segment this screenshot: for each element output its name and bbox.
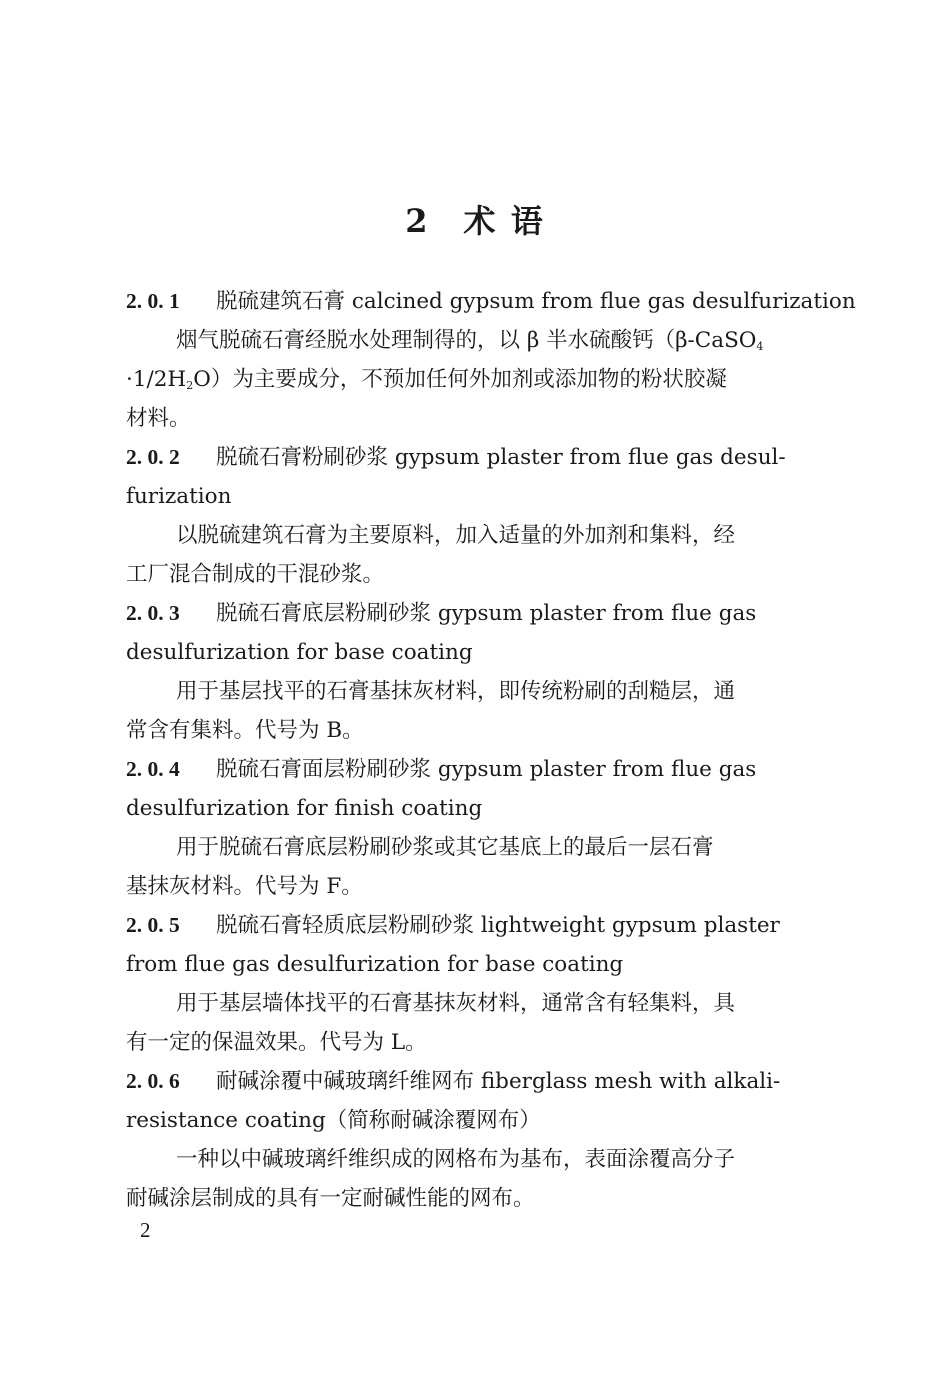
chapter-number: 2 — [405, 202, 430, 240]
definition-line — [126, 399, 826, 438]
definition-line — [126, 360, 826, 399]
term-2-0-4 — [126, 750, 826, 906]
definition-text: 用于基层墙体找平的石膏基抹灰材料，通常含有轻集料，具 — [176, 991, 736, 1016]
chapter-heading — [0, 196, 950, 242]
definition-line — [126, 516, 826, 555]
term-title: 脱硫石膏面层粉刷砂浆 gypsum plaster from flue gas — [216, 757, 757, 782]
term-title-continued: from flue gas desulfurization for base coating — [126, 952, 624, 977]
definition-text: 一种以中碱玻璃纤维织成的网格布为基布，表面涂覆高分子 — [176, 1147, 736, 1172]
term-heading — [126, 282, 856, 321]
definition-line — [126, 555, 826, 594]
chapter-title: 术 语 — [463, 202, 545, 240]
term-2-0-2 — [126, 438, 826, 594]
term-2-0-5 — [126, 906, 826, 1062]
definition-text: 耐碱涂层制成的具有一定耐碱性能的网布。 — [126, 1186, 535, 1211]
definition-line — [126, 1140, 826, 1179]
term-heading — [126, 750, 826, 789]
term-heading — [126, 1062, 826, 1101]
definition-line — [126, 711, 826, 750]
definition-text: 工厂混合制成的干混砂浆。 — [126, 562, 385, 587]
clause-number: 2. 0. 2 — [126, 445, 180, 469]
term-title-continued: desulfurization for finish coating — [126, 796, 483, 821]
terms-list — [126, 282, 856, 1218]
clause-number: 2. 0. 6 — [126, 1069, 180, 1093]
definition-text: 材料。 — [126, 406, 191, 431]
term-title-continued: desulfurization for base coating — [126, 640, 473, 665]
term-heading — [126, 906, 826, 945]
subscript: 4 — [756, 340, 764, 353]
term-2-0-6 — [126, 1062, 826, 1218]
subscript: 2 — [186, 379, 194, 392]
definition-text: 以脱硫建筑石膏为主要原料，加入适量的外加剂和集料，经 — [176, 523, 736, 548]
page-number: 2 — [140, 1218, 151, 1242]
term-title: 脱硫建筑石膏 calcined gypsum from flue gas desulfurization — [216, 289, 856, 314]
clause-number: 2. 0. 3 — [126, 601, 180, 625]
definition-text: ·1/2H — [126, 367, 187, 392]
definition-line — [126, 321, 826, 360]
term-heading — [126, 594, 826, 633]
clause-number: 2. 0. 4 — [126, 757, 180, 781]
clause-number: 2. 0. 1 — [126, 289, 180, 313]
definition-text: O）为主要成分，不预加任何外加剂或添加物的粉状胶凝 — [193, 367, 727, 392]
term-heading — [126, 438, 826, 477]
definition-text: 用于脱硫石膏底层粉刷砂浆或其它基底上的最后一层石膏 — [176, 835, 714, 860]
definition-text: 基抹灰材料。代号为 F。 — [126, 874, 363, 899]
definition-text: 用于基层找平的石膏基抹灰材料，即传统粉刷的刮糙层，通 — [176, 679, 736, 704]
definition-line — [126, 1023, 826, 1062]
definition-line — [126, 867, 826, 906]
definition-line — [126, 828, 826, 867]
term-title-continued: resistance coating（简称耐碱涂覆网布） — [126, 1108, 541, 1133]
clause-number: 2. 0. 5 — [126, 913, 180, 937]
definition-line — [126, 1179, 826, 1218]
definition-text: 有一定的保温效果。代号为 L。 — [126, 1030, 427, 1055]
term-title: 耐碱涂覆中碱玻璃纤维网布 fiberglass mesh with alkali- — [216, 1069, 781, 1094]
term-2-0-3 — [126, 594, 826, 750]
definition-line — [126, 672, 826, 711]
definition-text: 烟气脱硫石膏经脱水处理制得的，以 β 半水硫酸钙（β-CaSO — [176, 328, 757, 353]
definition-text: 常含有集料。代号为 B。 — [126, 718, 364, 743]
definition-line — [126, 984, 826, 1023]
term-2-0-1 — [126, 282, 856, 438]
term-title: 脱硫石膏粉刷砂浆 gypsum plaster from flue gas desul- — [216, 445, 786, 470]
term-title: 脱硫石膏轻质底层粉刷砂浆 lightweight gypsum plaster — [216, 913, 780, 938]
term-title-continued: furization — [126, 484, 232, 509]
term-title: 脱硫石膏底层粉刷砂浆 gypsum plaster from flue gas — [216, 601, 757, 626]
